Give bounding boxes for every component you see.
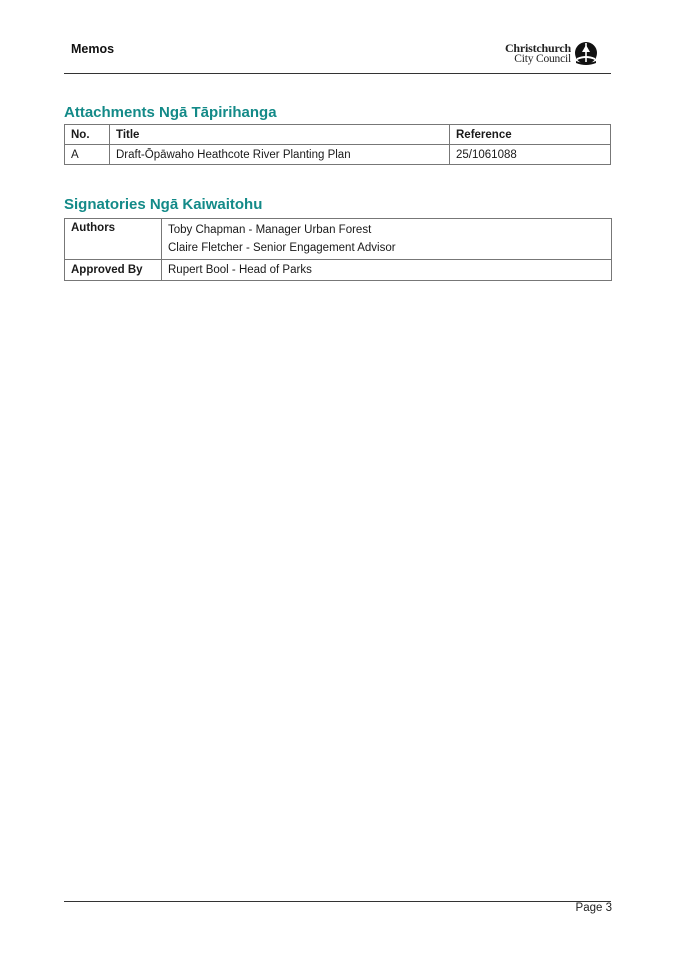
column-header-reference: Reference: [450, 125, 611, 145]
authors-row: [65, 219, 612, 260]
page-header: [64, 36, 611, 74]
attachments-heading: Attachments Ngā Tāpirihanga: [64, 104, 277, 121]
approved-by: Rupert Bool - Head of Parks: [162, 260, 612, 281]
approved-label: Approved By: [65, 260, 162, 281]
author-name: Toby Chapman - Manager Urban Forest: [168, 224, 372, 236]
author-name: Claire Fletcher - Senior Engagement Advisor: [168, 242, 396, 254]
header-title: Memos: [71, 42, 115, 56]
table-header-row: [65, 125, 611, 145]
logo-text: [505, 43, 571, 65]
logo-line2: City Council: [514, 53, 571, 65]
authors-label: Authors: [65, 219, 162, 260]
page-number: Page 3: [575, 902, 612, 914]
attachments-table: [64, 124, 611, 165]
page-footer: [64, 901, 612, 914]
authors-list: [162, 219, 612, 260]
attachment-no: A: [65, 145, 110, 165]
attachment-title: Draft-Ōpāwaho Heathcote River Planting Plan: [110, 145, 450, 165]
attachment-reference: 25/1061088: [450, 145, 611, 165]
logo-line1: Christchurch: [504, 41, 571, 55]
column-header-title: Title: [110, 125, 450, 145]
approved-row: [65, 260, 612, 281]
signatories-table: [64, 218, 612, 281]
table-row: [65, 145, 611, 165]
signatories-heading: Signatories Ngā Kaiwaitohu: [64, 196, 263, 213]
cathedral-logo-icon: [574, 41, 598, 67]
column-header-no: No.: [65, 125, 110, 145]
christchurch-city-council-logo: [505, 40, 598, 68]
